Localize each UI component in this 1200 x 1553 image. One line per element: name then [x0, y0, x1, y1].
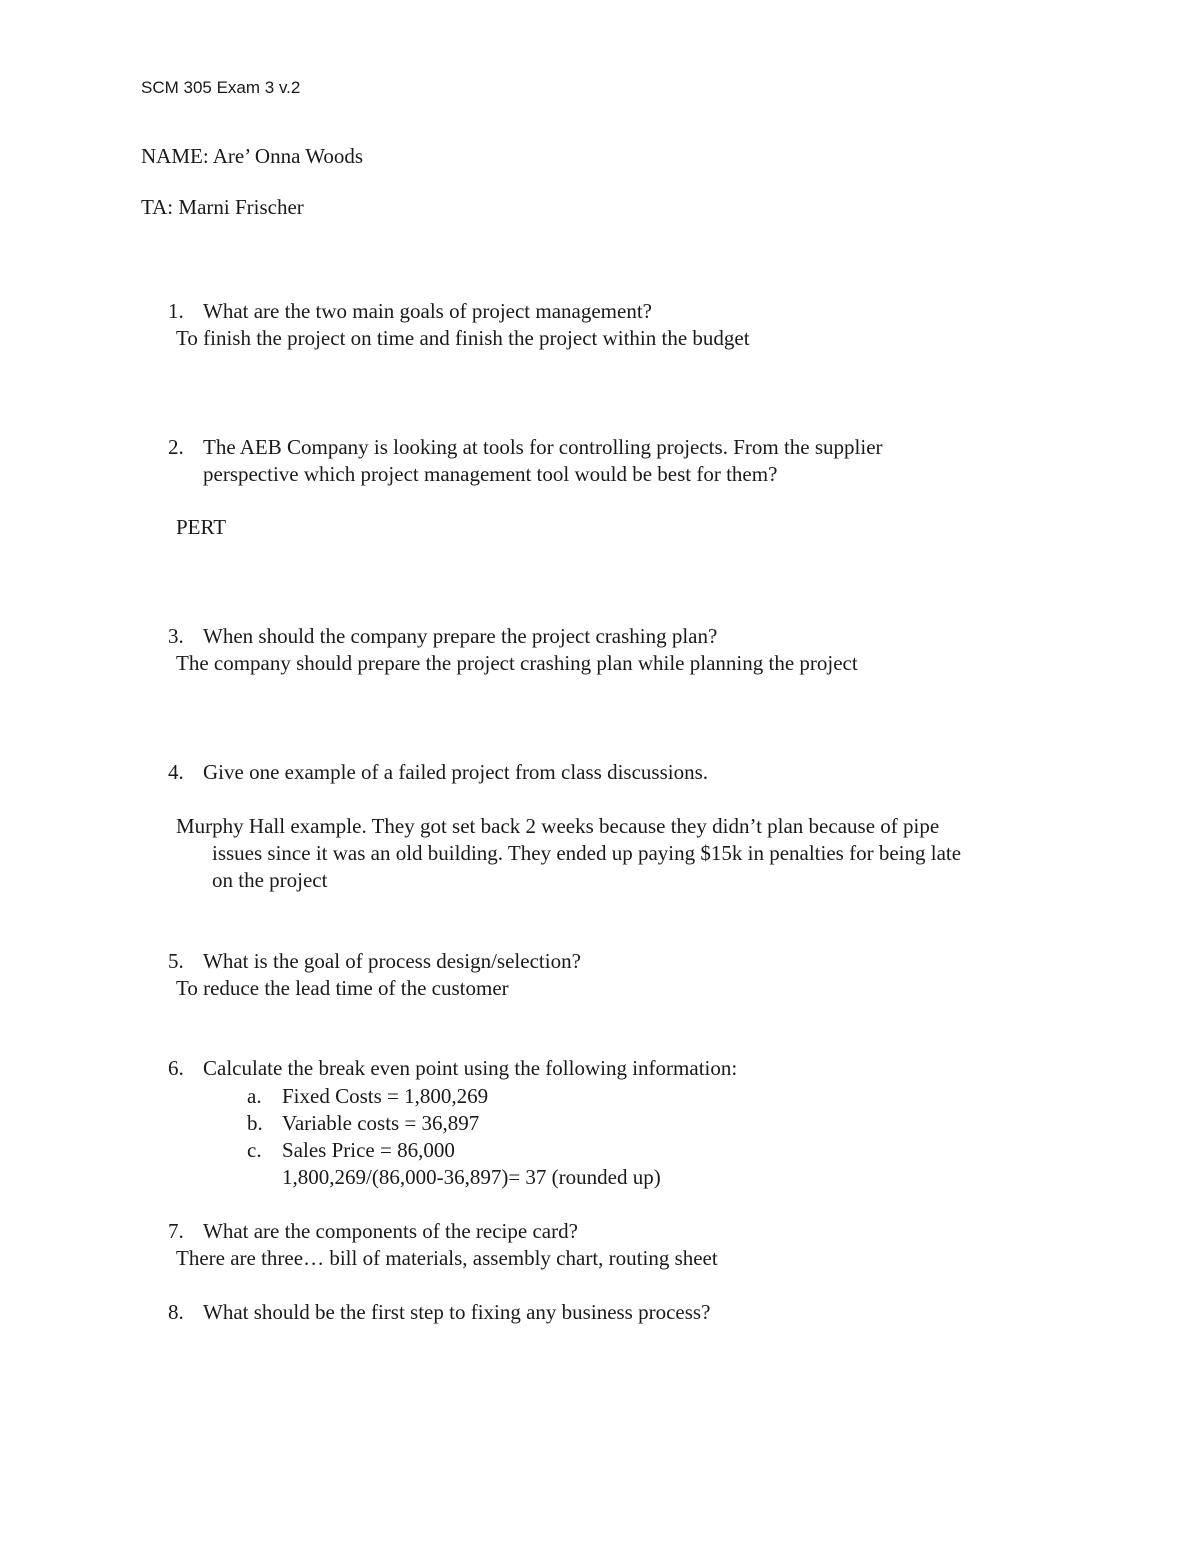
item-text: Variable costs = 36,897 [282, 1111, 480, 1135]
question-8 [168, 1299, 710, 1326]
item-text: Sales Price = 86,000 [282, 1138, 455, 1162]
answer-2: PERT [176, 515, 227, 539]
answer-1: To finish the project on time and finish the project within the budget [176, 326, 750, 350]
question-6 [168, 1055, 737, 1082]
ta-value: Marni Frischer [178, 195, 304, 219]
name-value: Are’ Onna Woods [212, 144, 364, 168]
question-7 [168, 1218, 578, 1245]
answer-4-line-3: on the project [212, 868, 328, 892]
question-text: What are the two main goals of project management? [203, 299, 652, 323]
question-2-continued: perspective which project management tool would be best for them? [203, 462, 778, 486]
question-5 [168, 948, 581, 975]
question-text: What are the components of the recipe card? [203, 1219, 578, 1243]
question-text: Give one example of a failed project from class discussions. [203, 760, 709, 784]
item-label: a. [247, 1084, 262, 1108]
question-number: 3. [168, 624, 184, 648]
question-number: 2. [168, 435, 184, 459]
question-1 [168, 298, 652, 325]
question-2 [168, 434, 883, 461]
answer-4-line-2: issues since it was an old building. They ended up paying $15k in penalties for being late [212, 841, 962, 865]
question-number: 4. [168, 760, 184, 784]
question-number: 5. [168, 949, 184, 973]
ta-line [141, 194, 304, 221]
question-number: 6. [168, 1056, 184, 1080]
question-number: 8. [168, 1300, 184, 1324]
question-text: The AEB Company is looking at tools for controlling projects. From the supplier [203, 435, 883, 459]
answer-3: The company should prepare the project crashing plan while planning the project [176, 651, 858, 675]
question-4 [168, 759, 708, 786]
item-text: Fixed Costs = 1,800,269 [282, 1084, 489, 1108]
answer-7: There are three… bill of materials, assembly chart, routing sheet [176, 1246, 718, 1270]
question-6-item-b [247, 1110, 479, 1137]
answer-5: To reduce the lead time of the customer [176, 976, 509, 1000]
name-label: NAME: [141, 144, 209, 168]
item-label: b. [247, 1111, 263, 1135]
question-6-item-a [247, 1083, 488, 1110]
question-6-item-c [247, 1137, 455, 1164]
answer-6: 1,800,269/(86,000-36,897)= 37 (rounded up) [282, 1165, 661, 1189]
item-label: c. [247, 1138, 262, 1162]
question-text: Calculate the break even point using the following information: [203, 1056, 738, 1080]
student-name-line [141, 143, 363, 170]
question-number: 1. [168, 299, 184, 323]
question-text: When should the company prepare the project crashing plan? [203, 624, 718, 648]
question-text: What should be the first step to fixing any business process? [203, 1300, 711, 1324]
ta-label: TA: [141, 195, 174, 219]
question-text: What is the goal of process design/selection? [203, 949, 581, 973]
question-number: 7. [168, 1219, 184, 1243]
question-3 [168, 623, 717, 650]
document-header: SCM 305 Exam 3 v.2 [141, 78, 301, 97]
answer-4-line-1: Murphy Hall example. They got set back 2 weeks because they didn’t plan because of pipe [176, 814, 940, 838]
